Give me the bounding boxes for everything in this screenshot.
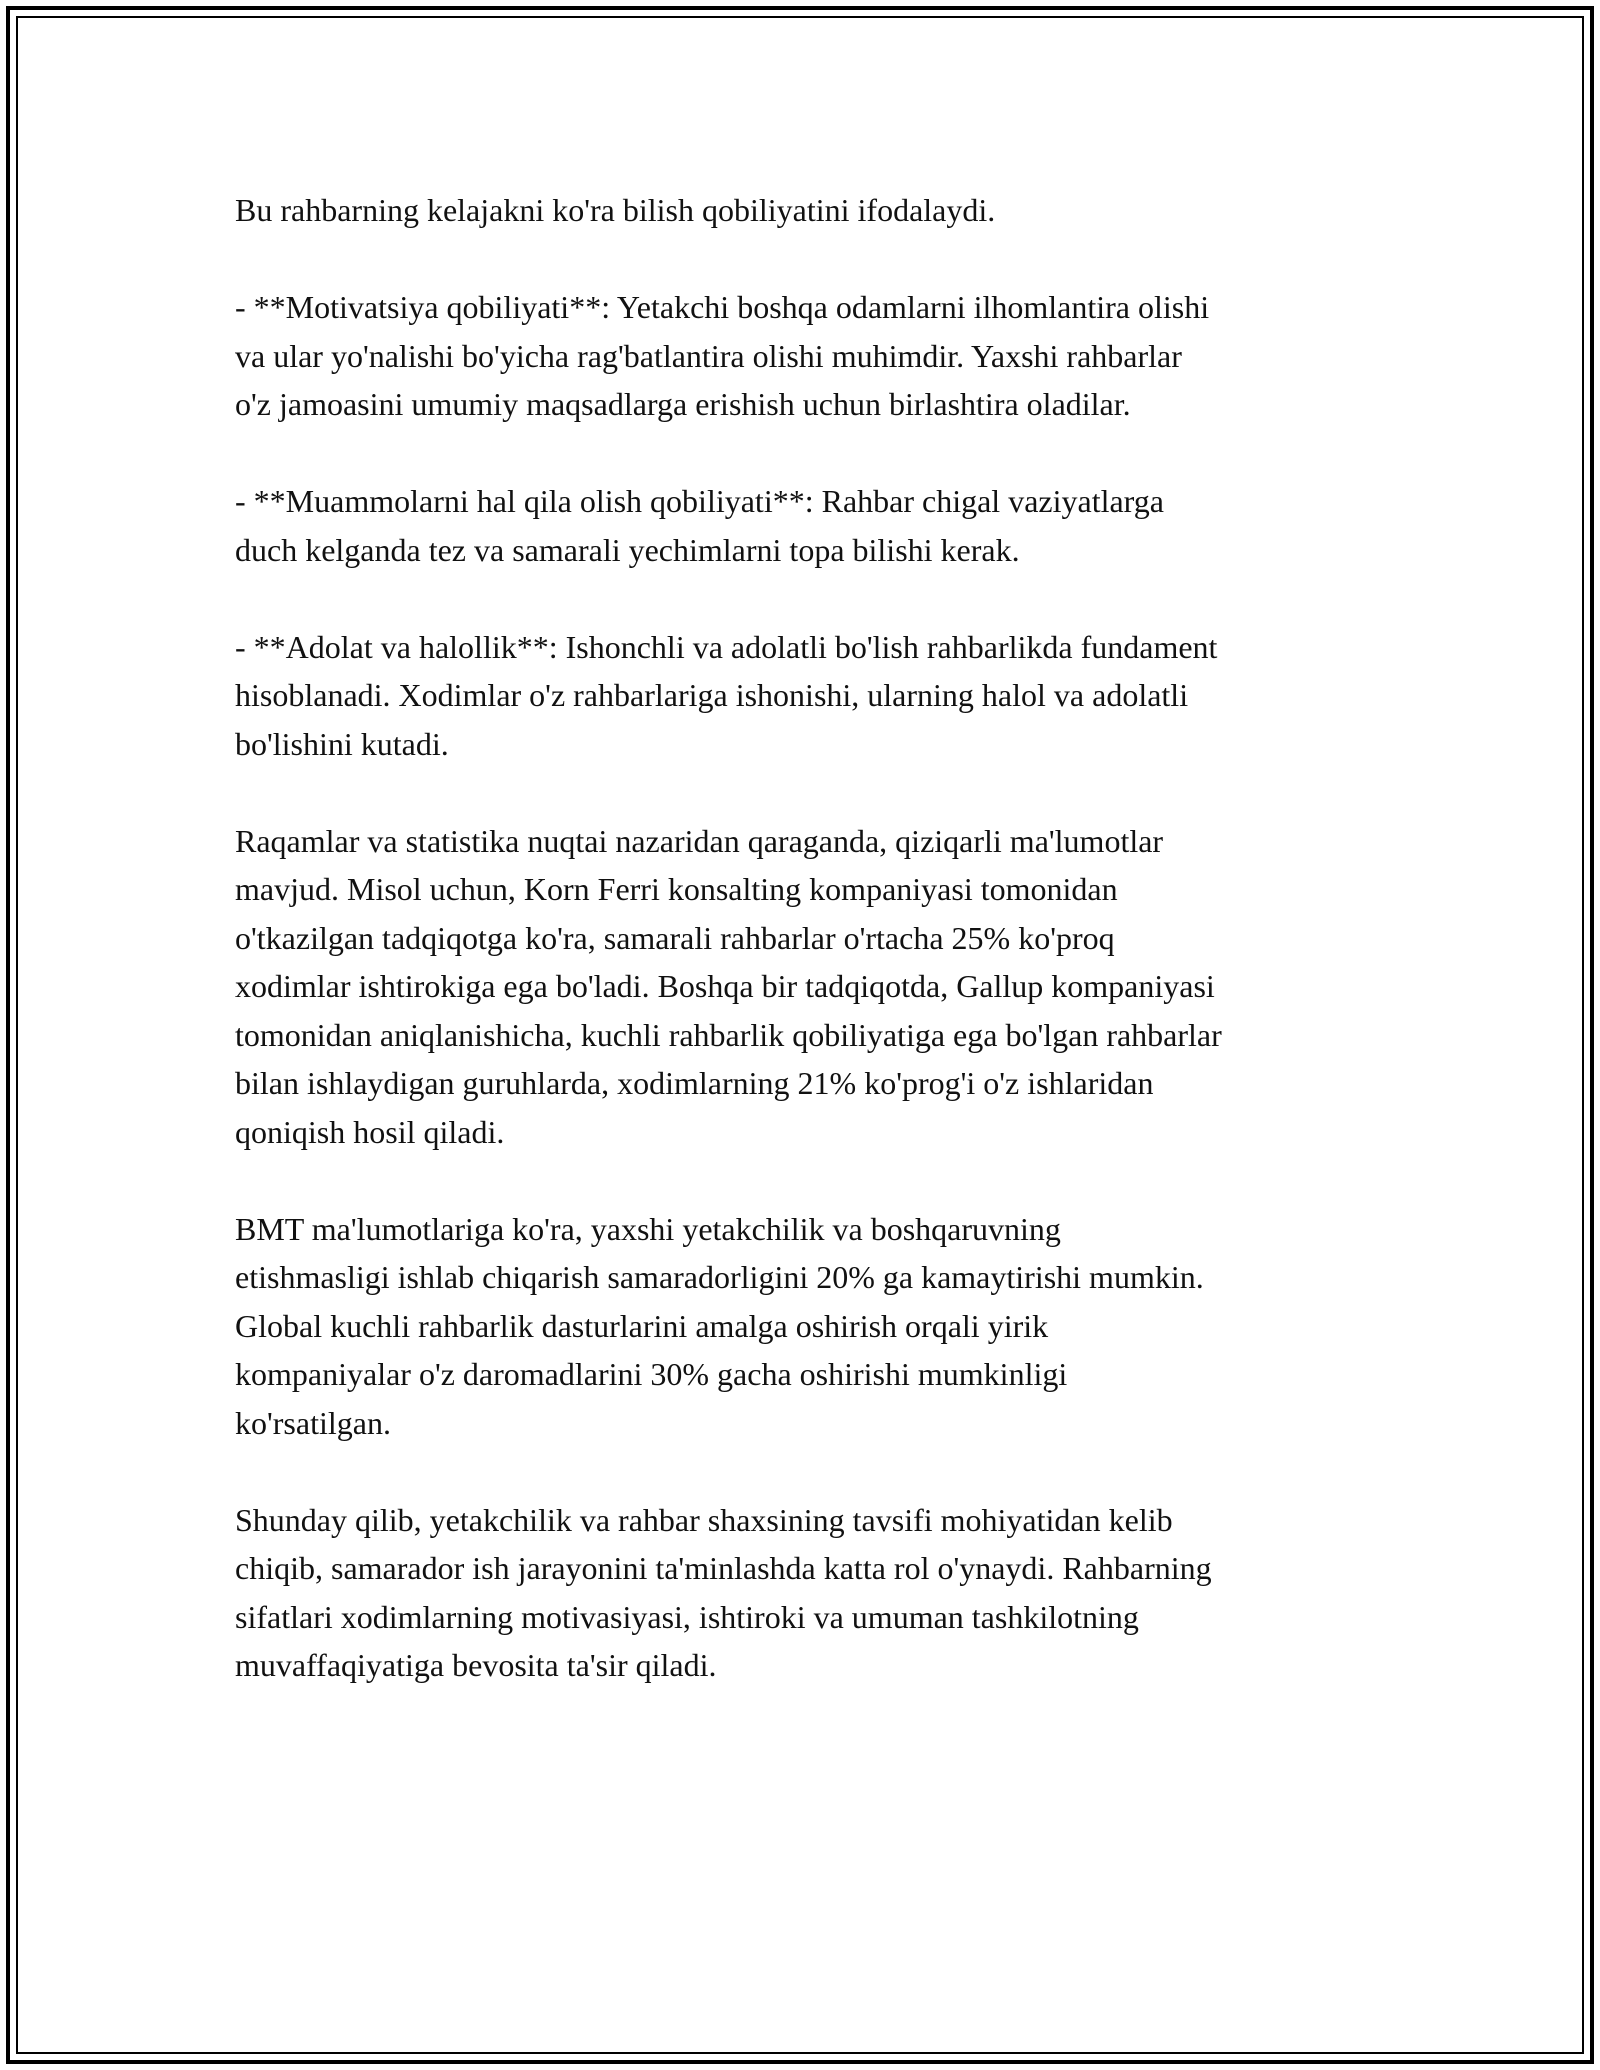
paragraph-motivation: - **Motivatsiya qobiliyati**: Yetakchi boshqa odamlarni ilhomlantira olishi va ular yo'nalishi bo'yicha rag'batlantira olishi muhimdir. Yaxshi rahbarlar o'z jamoasini umumiy maqsadlarga erishish uchun birlashtira oladilar.	[235, 289, 1210, 422]
paragraph-problem-solving: - **Muammolarni hal qila olish qobiliyati**: Rahbar chigal vaziyatlarga duch kelganda tez va samarali yechimlarni topa bilishi kerak.	[235, 483, 1164, 568]
paragraph-fairness: - **Adolat va halollik**: Ishonchli va adolatli bo'lish rahbarlikda fundament hisoblanadi. Xodimlar o'z rahbarlariga ishonishi, ularning halol va adolatli bo'lishini kutadi.	[235, 628, 1218, 762]
paragraph-intro: Bu rahbarning kelajakni ko'ra bilish qobiliyatini ifodalaydi.	[235, 192, 996, 228]
paragraph-statistics: Raqamlar va statistika nuqtai nazaridan qaraganda, qiziqarli ma'lumotlar mavjud. Misol uchun, Korn Ferri konsalting kompaniyasi tomonidan o'tkazilgan tadqiqotga ko'ra, samarali rahbarlar o'rtacha 25% ko'proq xodimlar ishtirokiga ega bo'ladi. Boshqa bir tadqiqotda, Gallup kompaniyasi tomonidan aniqlanishicha, kuchli rahbarlik qobiliyatiga ega bo'lgan rahbarlar bilan ishlaydigan guruhlarda, xodimlarning 21% ko'prog'i o'z ishlaridan qoniqish hosil qiladi.	[235, 822, 1222, 1150]
paragraph-un-data: BMT ma'lumotlariga ko'ra, yaxshi yetakchilik va boshqaruvning etishmasligi ishlab chiqarish samaradorligini 20% ga kamaytirishi mumkin. Global kuchli rahbarlik dasturlarini amalga oshirish orqali yirik kompaniyalar o'z daromadlarini 30% gacha oshirishi mumkinligi ko'rsatilgan.	[235, 1210, 1204, 1441]
paragraph-conclusion: Shunday qilib, yetakchilik va rahbar shaxsining tavsifi mohiyatidan kelib chiqib, samarador ish jarayonini ta'minlashda katta rol o'ynaydi. Rahbarning sifatlari xodimlarning motivasiyasi, ishtiroki va umuman tashkilotning muvaffaqiyatiga bevosita ta'sir qiladi.	[235, 1501, 1212, 1683]
document-body	[235, 186, 1385, 1690]
